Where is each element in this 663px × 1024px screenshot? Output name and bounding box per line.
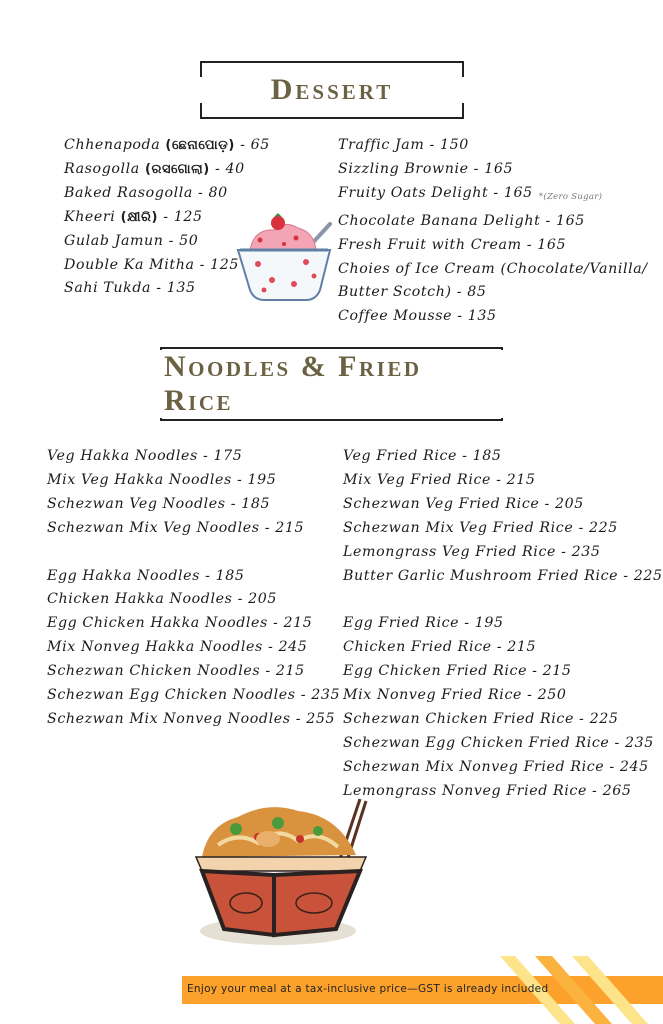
menu-item: Butter Scotch) - 85 [338, 284, 487, 301]
dessert-right-list [338, 134, 648, 329]
menu-item: Double Ka Mitha - 125 [64, 256, 240, 273]
gst-notice: Enjoy your meal at a tax-inclusive price—GST is already included [187, 983, 549, 995]
menu-item: Chicken Fried Rice - 215 [343, 639, 537, 656]
menu-item: Lemongrass Veg Fried Rice - 235 [343, 543, 601, 560]
menu-item: Schezwan Egg Chicken Fried Rice - 235 [343, 734, 654, 751]
menu-item: Chhenapoda (ଛେନାପୋଡ଼) - 65 [64, 137, 270, 153]
menu-item: Mix Nonveg Fried Rice - 250 [343, 687, 567, 704]
menu-item: Mix Veg Fried Rice - 215 [343, 471, 536, 488]
menu-item: Schezwan Mix Veg Fried Rice - 225 [343, 519, 618, 536]
zero-sugar-note: *(Zero Sugar) [538, 191, 603, 202]
menu-item: Veg Hakka Noodles - 175 [47, 448, 243, 464]
menu-item: Lemongrass Nonveg Fried Rice - 265 [343, 782, 632, 799]
menu-item: Kheeri (କ୍ଷୀରି) - 125 [64, 208, 203, 225]
menu-item: Egg Chicken Fried Rice - 215 [343, 663, 572, 680]
noodles-list [47, 445, 340, 732]
menu-item: Schezwan Veg Fried Rice - 205 [343, 495, 584, 512]
spacer [343, 588, 663, 612]
noodles-title: Noodles & Fried Rice [160, 350, 503, 418]
menu-item: Traffic Jam - 150 [338, 137, 469, 153]
menu-item: Egg Hakka Noodles - 185 [47, 567, 245, 584]
menu-item: Schezwan Chicken Noodles - 215 [47, 663, 305, 680]
menu-item: Butter Garlic Mushroom Fried Rice - 225 [343, 567, 663, 584]
menu-item: Veg Fried Rice - 185 [343, 448, 502, 464]
menu-item: Schezwan Egg Chicken Noodles - 235 [47, 687, 341, 704]
spacer [47, 541, 340, 565]
menu-item: Egg Chicken Hakka Noodles - 215 [47, 615, 313, 632]
menu-item: Mix Veg Hakka Noodles - 195 [47, 471, 277, 488]
menu-item: Gulab Jamun - 50 [64, 232, 199, 249]
dessert-section-header [200, 61, 464, 119]
fried-rice-list [343, 445, 663, 804]
menu-item: Sizzling Brownie - 165 [338, 160, 514, 177]
menu-item: Baked Rasogolla - 80 [64, 184, 228, 201]
noodles-section-header [160, 347, 503, 421]
ice-cream-bowl-icon [236, 210, 334, 306]
menu-item: Fresh Fruit with Cream - 165 [338, 236, 567, 253]
menu-item: Rasogolla (ରସଗୋଲା) - 40 [64, 160, 245, 177]
menu-item: Mix Nonveg Hakka Noodles - 245 [47, 639, 308, 656]
menu-item: Schezwan Mix Veg Noodles - 215 [47, 519, 305, 536]
noodle-bowl-icon [188, 795, 373, 947]
menu-item: Egg Fried Rice - 195 [343, 615, 504, 632]
menu-item: Fruity Oats Delight - 165 *(Zero Sugar) [338, 184, 603, 202]
menu-item: Schezwan Chicken Fried Rice - 225 [343, 710, 619, 727]
menu-item: Schezwan Mix Nonveg Noodles - 255 [47, 710, 336, 727]
menu-item: Chocolate Banana Delight - 165 [338, 212, 585, 229]
dessert-title: Dessert [267, 73, 397, 107]
menu-item: Schezwan Veg Noodles - 185 [47, 495, 271, 512]
menu-item: Schezwan Mix Nonveg Fried Rice - 245 [343, 758, 649, 775]
menu-item: Chicken Hakka Noodles - 205 [47, 591, 277, 608]
menu-item: Choies of Ice Cream (Chocolate/Vanilla/ [338, 260, 648, 277]
menu-item: Coffee Mousse - 135 [338, 308, 497, 325]
menu-item: Sahi Tukda - 135 [64, 280, 196, 297]
